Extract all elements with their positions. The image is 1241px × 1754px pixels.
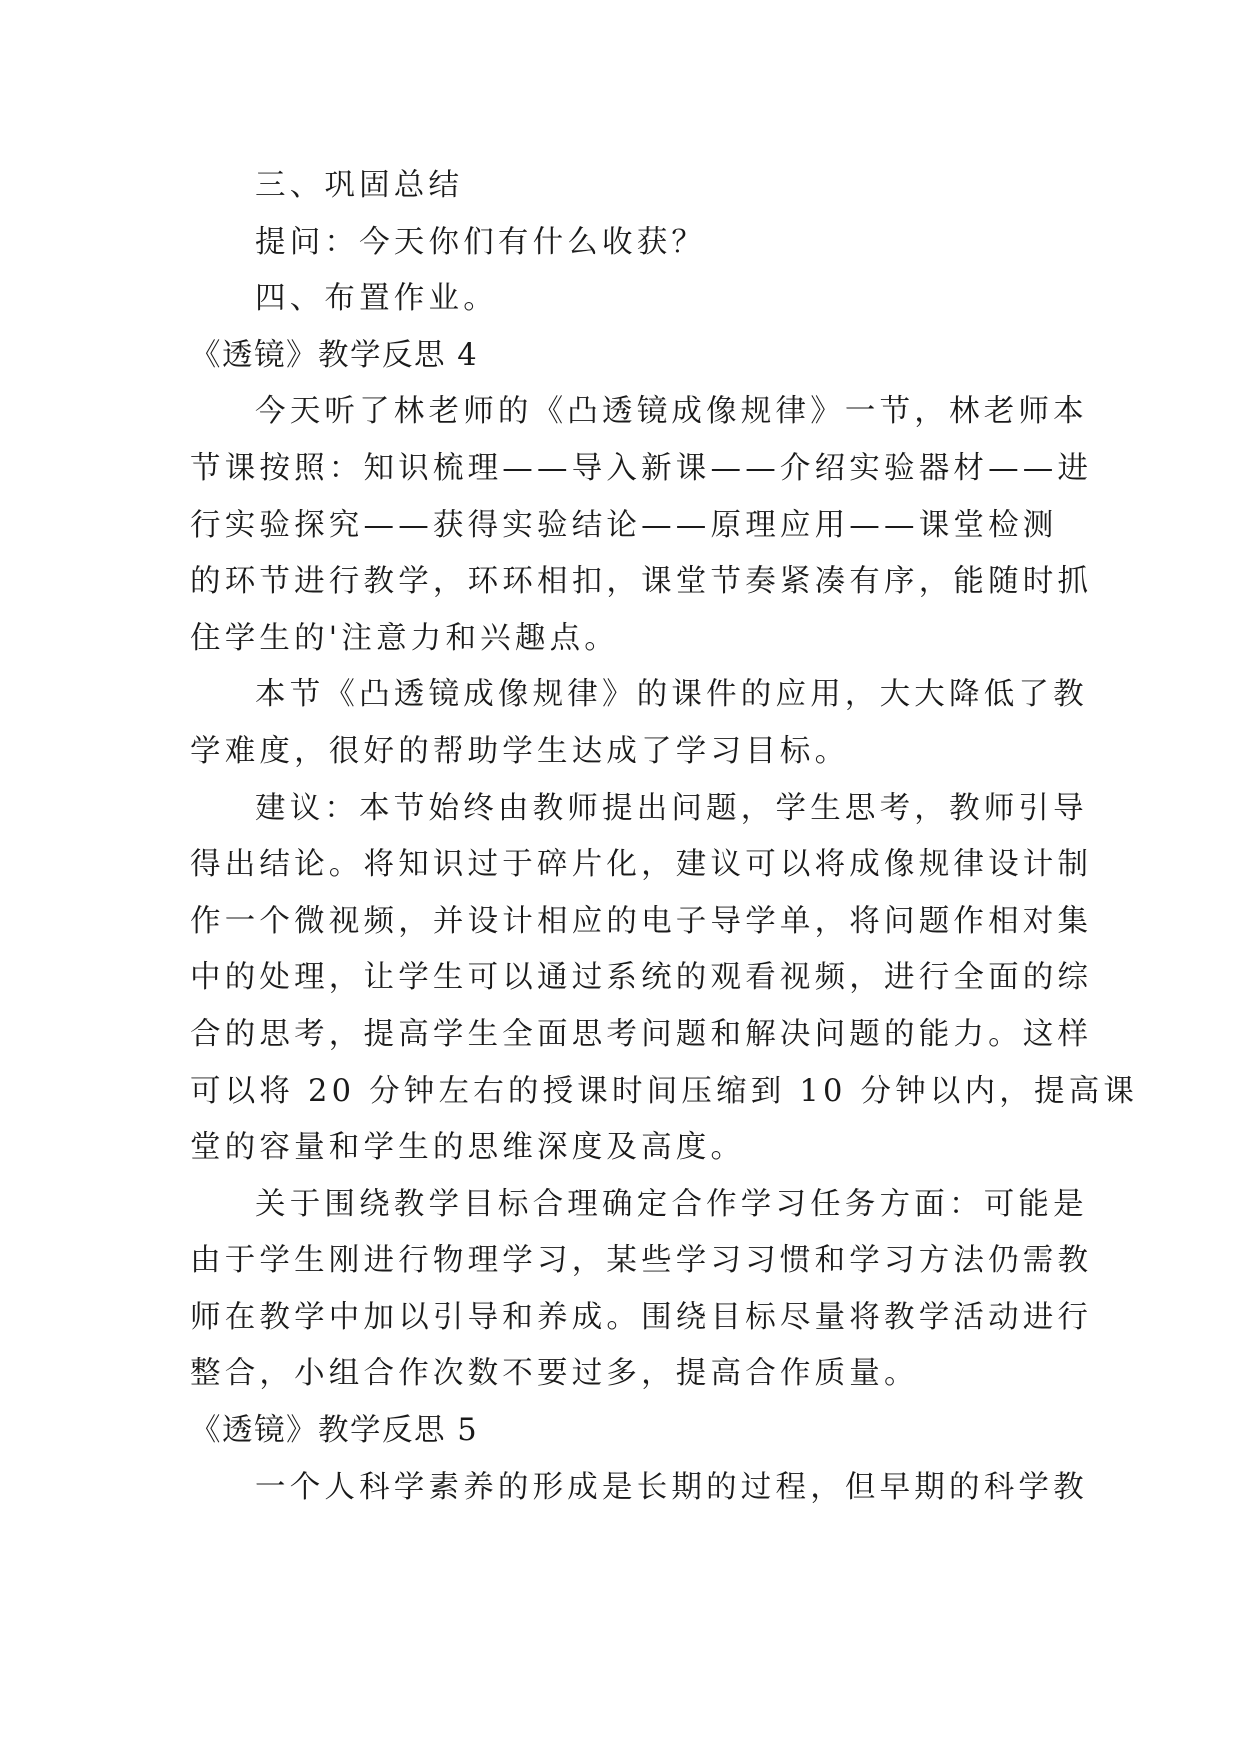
paragraph-line: 得出结论。将知识过于碎片化，建议可以将成像规律设计制 [190,847,1093,883]
paragraph-line: 本节《凸透镜成像规律》的课件的应用，大大降低了教 [255,677,1088,713]
paragraph-line: 建议：本节始终由教师提出问题，学生思考，教师引导 [255,790,1088,826]
section-heading-homework: 四、布置作业。 [255,281,498,317]
paragraph-line: 可以将 20 分钟左右的授课时间压缩到 10 分钟以内，提高课 [190,1073,1139,1109]
paragraph-line: 作一个微视频，并设计相应的电子导学单，将问题作相对集 [190,903,1093,939]
article-title-4: 《透镜》教学反思 4 [190,337,479,373]
paragraph-line: 今天听了林老师的《凸透镜成像规律》一节，林老师本 [255,394,1088,430]
paragraph-line: 整合，小组合作次数不要过多，提高合作质量。 [190,1356,919,1392]
paragraph-line: 堂的容量和学生的思维深度及高度。 [190,1130,746,1166]
paragraph-line: 行实验探究——获得实验结论——原理应用——课堂检测 [190,507,1058,543]
paragraph-line: 住学生的'注意力和兴趣点。 [190,620,619,656]
paragraph-line: 提问：今天你们有什么收获？ [255,224,707,260]
paragraph-line: 节课按照：知识梳理——导入新课——介绍实验器材——进 [190,450,1093,486]
paragraph-line: 关于围绕教学目标合理确定合作学习任务方面：可能是 [255,1186,1088,1222]
paragraph-line: 中的处理，让学生可以通过系统的观看视频，进行全面的综 [190,960,1093,996]
paragraph-line: 学难度，很好的帮助学生达成了学习目标。 [190,733,850,769]
section-heading-consolidate: 三、巩固总结 [255,168,464,203]
paragraph-line: 师在教学中加以引导和养成。围绕目标尽量将教学活动进行 [190,1299,1093,1335]
document-body [190,158,1139,1516]
paragraph-line: 的环节进行教学，环环相扣，课堂节奏紧凑有序，能随时抓 [190,564,1093,600]
paragraph-line: 一个人科学素养的形成是长期的过程，但早期的科学教 [255,1469,1088,1505]
article-title-5: 《透镜》教学反思 5 [190,1413,479,1449]
paragraph-line: 合的思考，提高学生全面思考问题和解决问题的能力。这样 [190,1016,1093,1052]
paragraph-line: 由于学生刚进行物理学习，某些学习习惯和学习方法仍需教 [190,1243,1093,1279]
